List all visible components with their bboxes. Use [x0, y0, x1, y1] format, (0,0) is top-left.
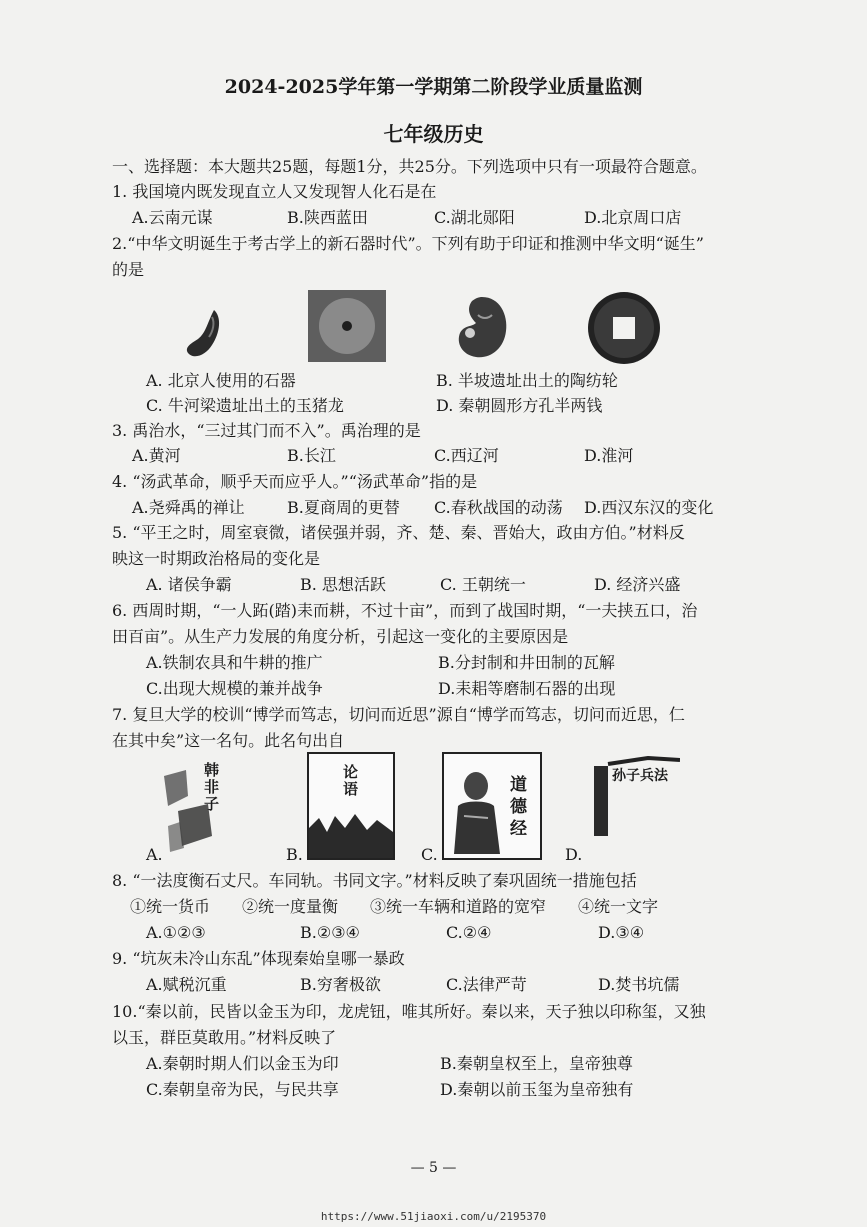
q8-stem: 8. “一法度衡石丈尺。车同轨。书同文字。”材料反映了秦巩固统一措施包括	[112, 871, 637, 890]
q5-option-b: B. 思想活跃	[300, 575, 386, 594]
subject-title: 七年级历史	[383, 122, 484, 146]
q3-option-c: C.西辽河	[434, 446, 499, 465]
q5-option-a: A. 诸侯争霸	[146, 575, 232, 594]
q6-stem-line1: 6. 西周时期，“一人跖(踏)耒而耕，不过十亩”，而到了战国时期，“一夫挟五口，治	[112, 601, 698, 620]
q5-stem-line2: 映这一时期政治格局的变化是	[112, 549, 321, 568]
hanfeizi-label: 韩非子	[204, 761, 220, 813]
q5-option-d: D. 经济兴盛	[594, 575, 681, 594]
q9-option-c: C.法律严苛	[446, 975, 527, 994]
q7-stem-line2: 在其中矣”这一名句。此名句出自	[112, 731, 345, 750]
q8-option-c: C.②④	[446, 923, 492, 942]
q9-stem: 9. “坑灰未冷山东乱”体现秦始皇哪一暴政	[112, 949, 405, 968]
q10-stem-line2: 以玉，群臣莫敢用。”材料反映了	[112, 1028, 337, 1047]
q3-option-a: A.黄河	[132, 446, 181, 465]
hanfeizi-image	[158, 756, 248, 856]
q8-items: ①统一货币 ②统一度量衡 ③统一车辆和道路的宽窄 ④统一文字	[130, 897, 659, 916]
lunyu-label: 论语	[343, 763, 359, 798]
q1-option-b: B.陕西蓝田	[287, 208, 368, 227]
q3-stem: 3. 禹治水，“三过其门而不入”。禹治理的是	[112, 421, 421, 440]
q7-stem-line1: 7. 复旦大学的校训“博学而笃志，切问而近思”源自“博学而笃志，切问而近思，仁	[112, 705, 685, 724]
q2-stem-line2: 的是	[112, 260, 145, 279]
sunzi-bingfa-label: 孙子兵法	[612, 768, 668, 784]
q10-option-b: B.秦朝皇权至上，皇帝独尊	[440, 1054, 633, 1073]
q4-stem: 4. “汤武革命，顺乎天而应乎人。”“汤武革命”指的是	[112, 472, 478, 491]
exam-title: 2024-2025学年第一学期第二阶段学业质量监测	[224, 76, 643, 98]
q7-option-c: C.	[421, 845, 438, 864]
q10-option-c: C.秦朝皇帝为民，与民共享	[146, 1080, 339, 1099]
stone-tool-image	[182, 305, 232, 365]
q4-option-c: C.春秋战国的动荡	[434, 498, 563, 517]
q6-option-d: D.耒耜等磨制石器的出现	[438, 679, 616, 698]
q2-option-a: A. 北京人使用的石器	[146, 371, 296, 390]
q6-option-a: A.铁制农具和牛耕的推广	[146, 653, 323, 672]
q4-option-b: B.夏商周的更替	[287, 498, 400, 517]
daodejing-image	[442, 752, 542, 860]
q8-option-a: A.①②③	[146, 923, 206, 942]
q2-option-c: C. 牛河梁遗址出土的玉猪龙	[146, 396, 344, 415]
q7-option-b: B.	[286, 845, 303, 864]
q9-option-a: A.赋税沉重	[146, 975, 227, 994]
q3-option-b: B.长江	[287, 446, 336, 465]
daodejing-label: 道德经	[510, 775, 527, 839]
q7-option-a: A.	[146, 845, 163, 864]
q10-stem-line1: 10.“秦以前，民皆以金玉为印，龙虎钮，唯其所好。秦以来，天子独以印称玺，又独	[112, 1002, 706, 1021]
q1-option-d: D.北京周口店	[584, 208, 682, 227]
source-url[interactable]: https://www.51jiaoxi.com/u/2195370	[320, 1210, 547, 1223]
q8-option-b: B.②③④	[300, 923, 360, 942]
jade-pig-dragon-image	[452, 293, 510, 363]
q6-option-c: C.出现大规模的兼并战争	[146, 679, 323, 698]
q2-option-d: D. 秦朝圆形方孔半两钱	[436, 396, 603, 415]
q4-option-a: A.尧舜禹的禅让	[132, 498, 245, 517]
q1-stem: 1. 我国境内既发现直立人又发现智人化石是在	[112, 182, 437, 201]
q5-option-c: C. 王朝统一	[440, 575, 526, 594]
q9-option-d: D.焚书坑儒	[598, 975, 680, 994]
q6-stem-line2: 田百亩”。从生产力发展的角度分析，引起这一变化的主要原因是	[112, 627, 569, 646]
q9-option-b: B.穷奢极欲	[300, 975, 381, 994]
q2-option-b: B. 半坡遗址出土的陶纺轮	[436, 371, 618, 390]
spindle-whorl-image	[308, 290, 386, 362]
sunzi-bingfa-image	[588, 756, 680, 856]
banliang-coin-image	[586, 290, 662, 366]
q1-option-c: C.湖北郧阳	[434, 208, 515, 227]
lunyu-image	[307, 752, 395, 860]
q6-option-b: B.分封制和井田制的瓦解	[438, 653, 615, 672]
q5-stem-line1: 5. “平王之时，周室衰微，诸侯强并弱，齐、楚、秦、晋始大，政由方伯。”材料反	[112, 523, 685, 542]
q4-option-d: D.西汉东汉的变化	[584, 498, 714, 517]
q7-option-d: D.	[565, 845, 583, 864]
q2-stem-line1: 2.“中华文明诞生于考古学上的新石器时代”。下列有助于印证和推测中华文明“诞生”	[112, 234, 704, 253]
q3-option-d: D.淮河	[584, 446, 634, 465]
q1-option-a: A.云南元谋	[132, 208, 213, 227]
q8-option-d: D.③④	[598, 923, 645, 942]
q10-option-d: D.秦朝以前玉玺为皇帝独有	[440, 1080, 634, 1099]
q10-option-a: A.秦朝时期人们以金玉为印	[146, 1054, 339, 1073]
section-heading: 一、选择题：本大题共25题，每题1分，共25分。下列选项中只有一项最符合题意。	[112, 157, 707, 176]
page-number: — 5 —	[410, 1160, 457, 1176]
